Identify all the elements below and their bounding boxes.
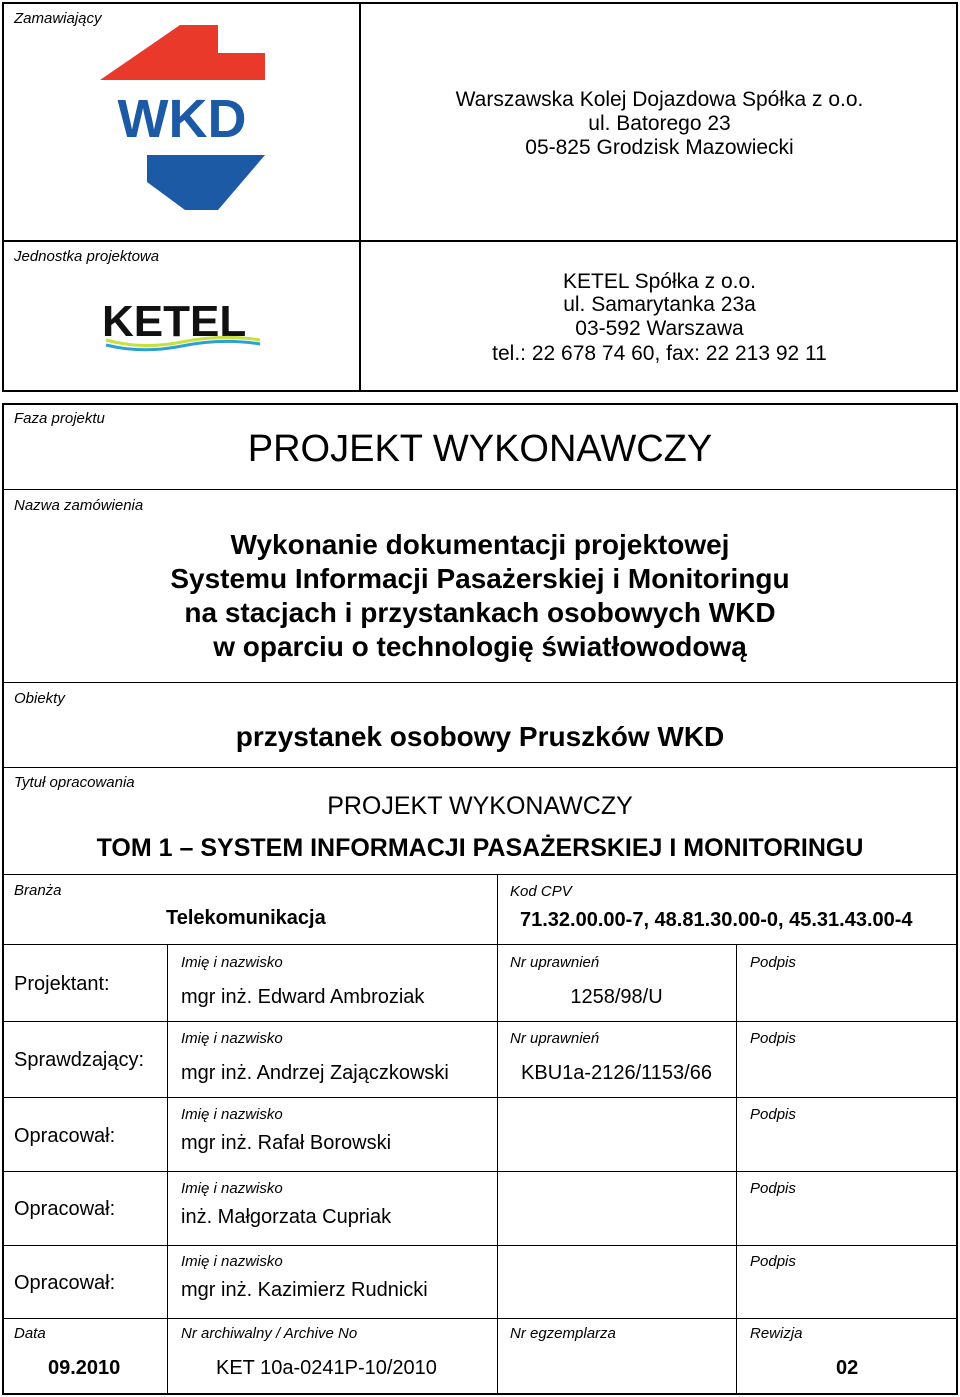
signature-label: Podpis [750,954,796,971]
divider [2,1171,958,1172]
divider [2,1245,958,1246]
name-label: Imię i nazwisko [181,954,283,971]
name-label: Imię i nazwisko [181,1180,283,1197]
divider [2,1097,958,1098]
wkd-logo-text: WKD [117,89,247,149]
signature-label: Podpis [750,1030,796,1047]
signature-label: Podpis [750,1106,796,1123]
divider [497,874,498,1395]
divider [2,874,958,875]
name-label: Imię i nazwisko [181,1106,283,1123]
person-name: inż. Małgorzata Cupriak [181,1206,392,1228]
ketel-logo-text: KETEL [102,298,247,346]
cpv-label: Kod CPV [510,883,572,900]
license-number: 1258/98/U [570,986,663,1008]
archive-label: Nr archiwalny / Archive No [181,1325,358,1342]
design-unit-label: Jednostka projektowa [14,248,160,265]
divider [2,1318,958,1319]
client-name: Warszawska Kolej Dojazdowa Spółka z o.o. [455,88,864,111]
design-unit-phone: tel.: 22 678 74 60, fax: 22 213 92 11 [492,342,827,365]
order-line-2: Systemu Informacji Pasażerskiej i Monitoringu [170,563,790,594]
divider [2,767,958,768]
revision-label: Rewizja [750,1325,803,1342]
ketel-logo [102,298,262,354]
divider [2,682,958,683]
design-unit-name: KETEL Spółka z o.o. [563,270,756,293]
signature-label: Podpis [750,1180,796,1197]
branch-value: Telekomunikacja [166,907,326,929]
objects-label: Obiekty [14,690,65,707]
order-line-1: Wykonanie dokumentacji projektowej [230,529,730,560]
title-line-2: TOM 1 – SYSTEM INFORMACJI PASAŻERSKIEJ I MONITORINGU [96,834,864,862]
copy-number-label: Nr egzemplarza [510,1325,616,1342]
license-label: Nr uprawnień [510,1030,600,1047]
role: Opracował: [14,1125,116,1147]
role: Opracował: [14,1272,116,1294]
client-street: ul. Batorego 23 [588,112,731,135]
person-name: mgr inż. Edward Ambroziak [181,986,425,1008]
cpv-value: 71.32.00.00-7, 48.81.30.00-0, 45.31.43.00-4 [520,909,913,931]
role: Opracował: [14,1198,116,1220]
divider [2,489,958,490]
role: Projektant: [14,973,110,995]
title-label: Tytuł opracowania [14,774,135,791]
order-line-3: na stacjach i przystankach osobowych WKD [184,597,776,628]
role: Sprawdzający: [14,1049,145,1071]
divider [2,944,958,945]
design-unit-street: ul. Samarytanka 23a [563,293,756,316]
phase-label: Faza projektu [14,410,105,427]
wkd-logo [100,25,265,210]
objects-value: przystanek osobowy Pruszków WKD [235,721,725,752]
date-label: Data [14,1325,46,1342]
name-label: Imię i nazwisko [181,1253,283,1270]
signature-label: Podpis [750,1253,796,1270]
revision-value: 02 [836,1357,859,1379]
title-line-1: PROJEKT WYKONAWCZY [327,792,633,820]
divider [2,1021,958,1022]
date-value: 09.2010 [48,1357,121,1379]
client-city: 05-825 Grodzisk Mazowiecki [525,136,794,159]
license-label: Nr uprawnień [510,954,600,971]
archive-value: KET 10a-0241P-10/2010 [216,1357,437,1379]
person-name: mgr inż. Rafał Borowski [181,1132,392,1154]
license-number: KBU1a-2126/1153/66 [521,1062,712,1084]
person-name: mgr inż. Kazimierz Rudnicki [181,1279,428,1301]
design-unit-city: 03-592 Warszawa [575,317,744,340]
branch-label: Branża [14,882,62,899]
order-line-4: w oparciu o technologię światłowodową [213,631,747,662]
client-label: Zamawiający [14,10,102,27]
phase-value: PROJEKT WYKONAWCZY [247,428,713,470]
name-label: Imię i nazwisko [181,1030,283,1047]
divider [167,944,168,1395]
divider [736,944,737,1395]
order-label: Nazwa zamówienia [14,497,144,514]
divider [2,240,958,242]
person-name: mgr inż. Andrzej Zajączkowski [181,1062,449,1084]
